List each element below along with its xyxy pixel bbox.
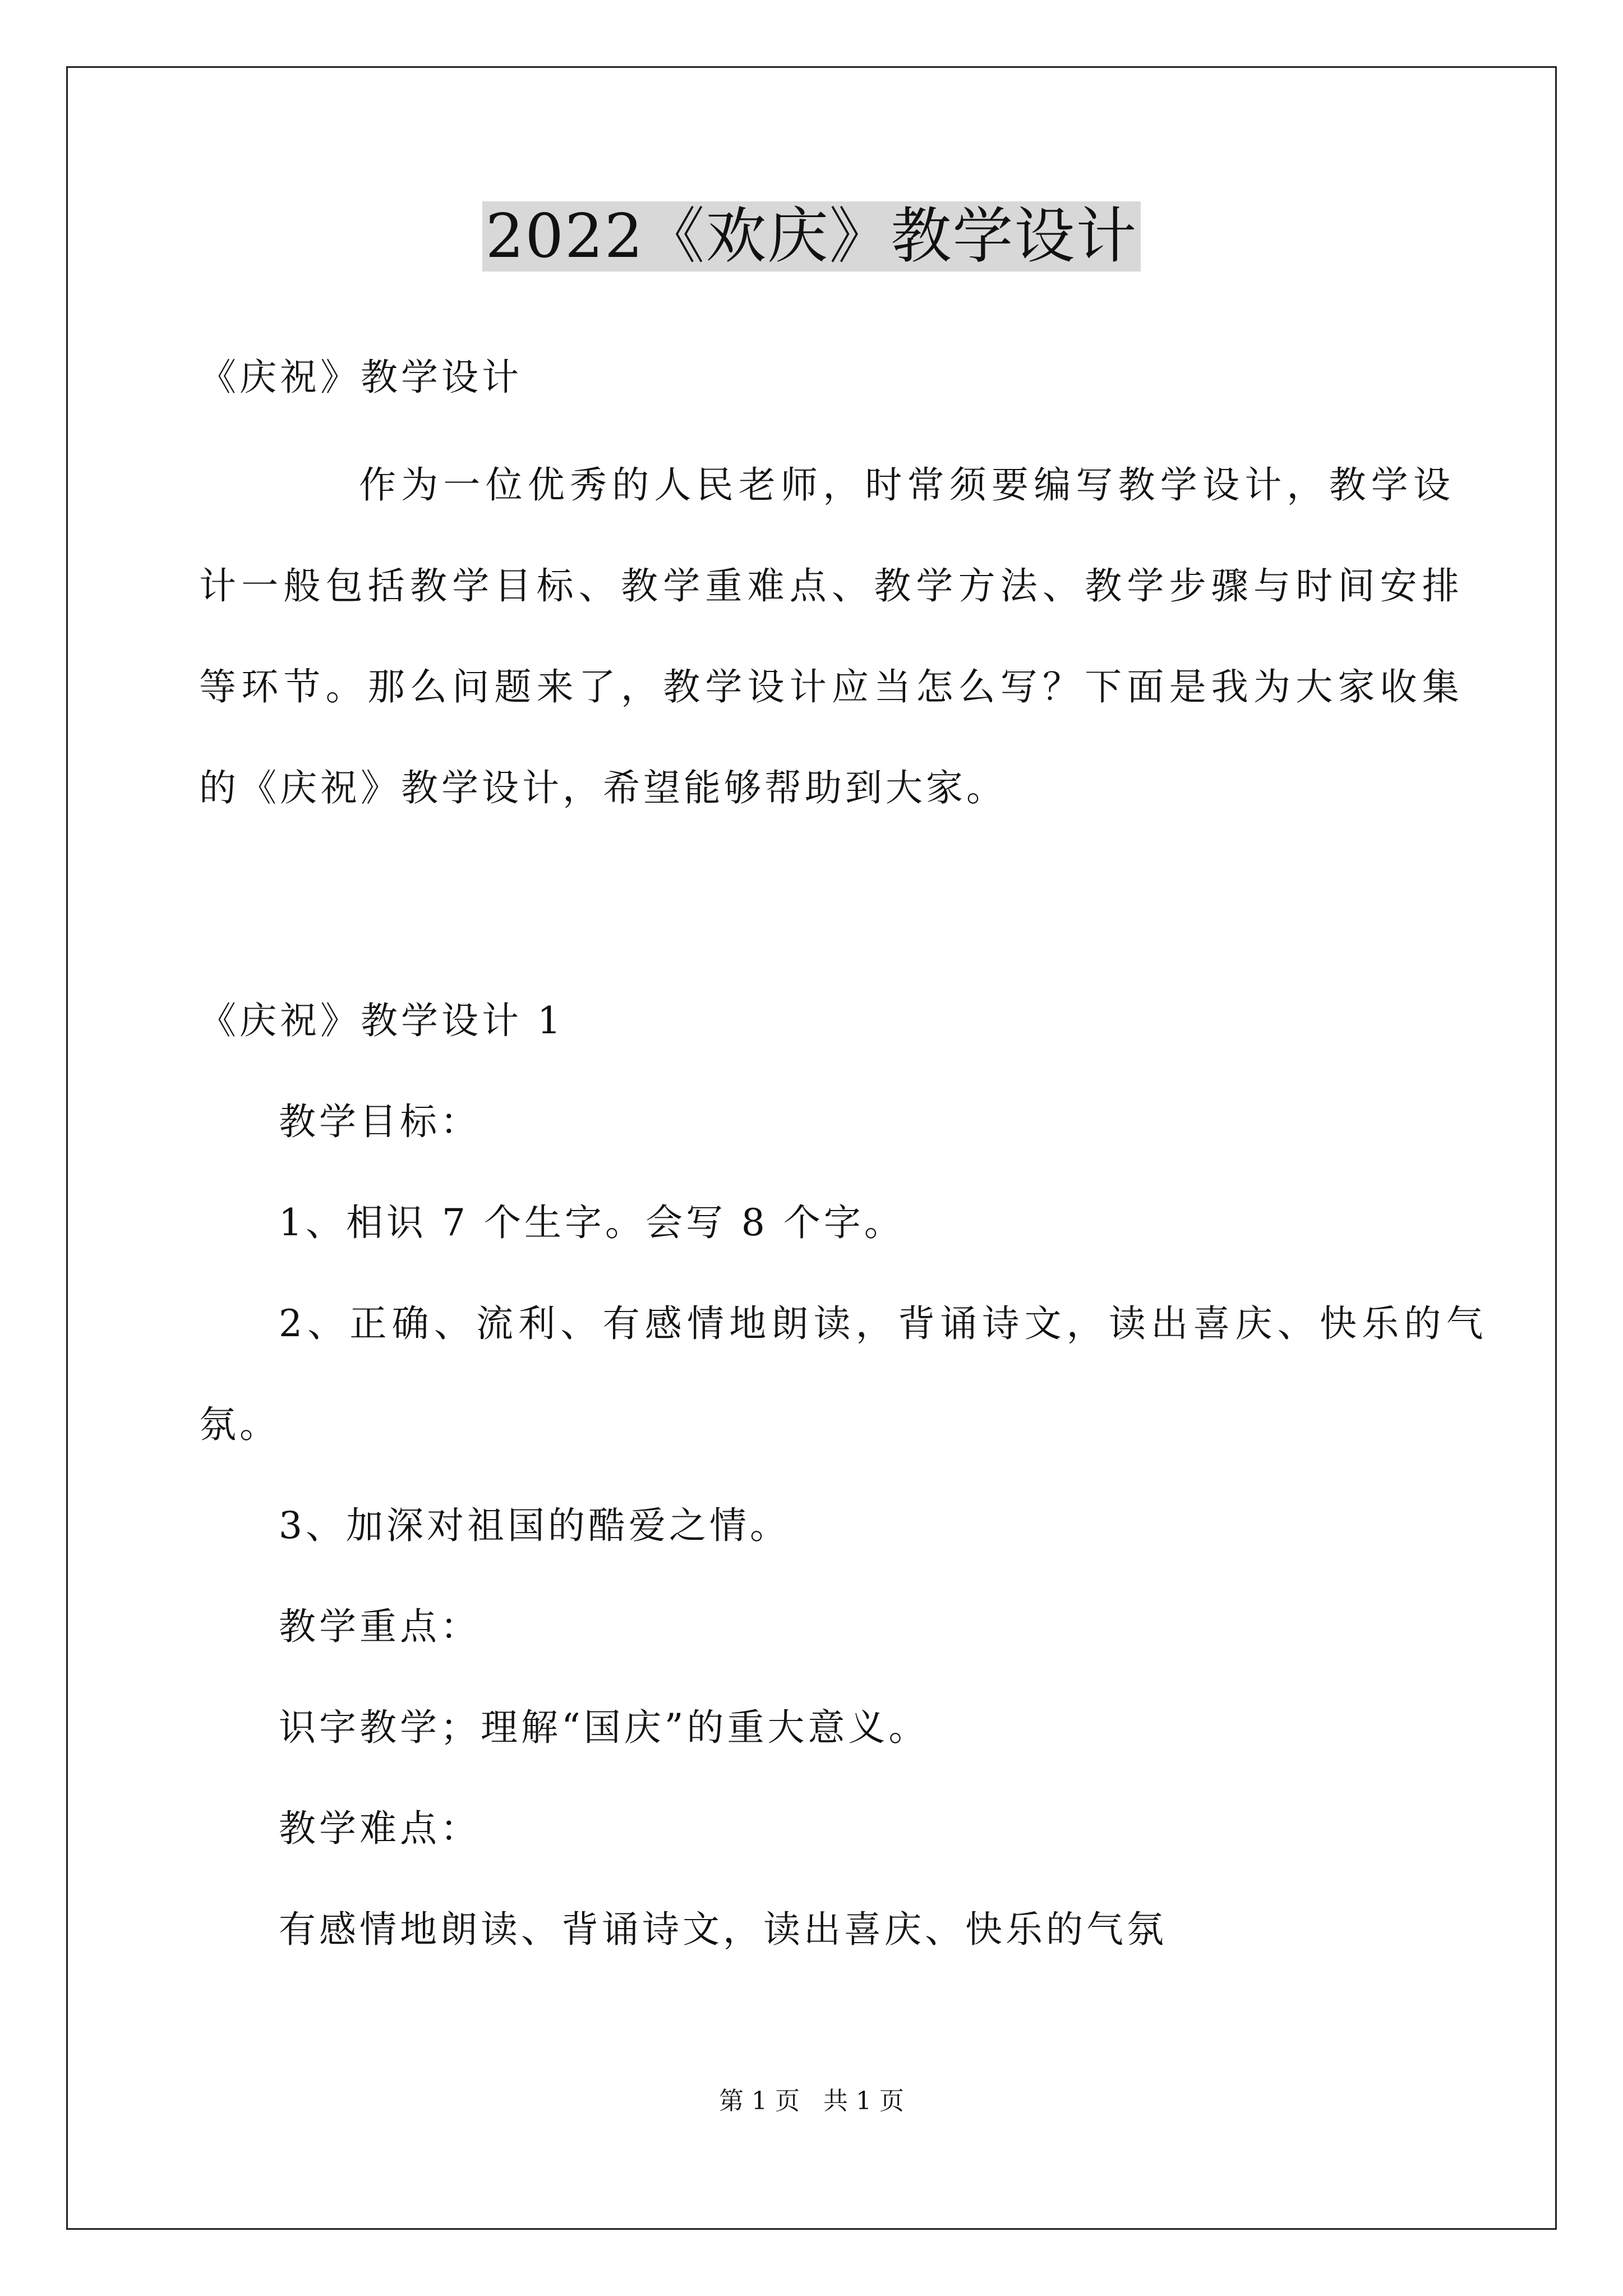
difficulty-text: 有感情地朗读、背诵诗文，读出喜庆、快乐的气氛 bbox=[279, 1908, 1167, 1951]
goal-2-line-1: 2、正确、流利、有感情地朗读，背诵诗文，读出喜庆、快乐的气 bbox=[279, 1302, 1488, 1345]
document-title-text: 2022《欢庆》教学设计 bbox=[482, 201, 1141, 272]
document-title bbox=[0, 197, 1623, 276]
goal-3: 3、加深对祖国的酷爱之情。 bbox=[279, 1504, 790, 1547]
intro-line-1: 作为一位优秀的人民老师，时常须要编写教学设计，教学设 bbox=[359, 463, 1456, 507]
intro-line-3: 等环节。那么问题来了，教学设计应当怎么写？下面是我为大家收集 bbox=[199, 665, 1464, 708]
section-title: 《庆祝》教学设计 1 bbox=[199, 999, 564, 1042]
key-text: 识字教学；理解“国庆”的重大意义。 bbox=[279, 1706, 929, 1749]
goal-2-line-2: 氛。 bbox=[199, 1403, 280, 1446]
page-footer: 第 1 页 共 1 页 bbox=[719, 2087, 904, 2115]
subtitle: 《庆祝》教学设计 bbox=[199, 356, 522, 399]
difficulty-heading: 教学难点： bbox=[279, 1807, 481, 1850]
goal-1: 1、相识 7 个生字。会写 8 个字。 bbox=[279, 1201, 905, 1244]
intro-line-2: 计一般包括教学目标、教学重难点、教学方法、教学步骤与时间安排 bbox=[199, 564, 1464, 608]
intro-line-4: 的《庆祝》教学设计，希望能够帮助到大家。 bbox=[199, 766, 1007, 809]
goals-heading: 教学目标： bbox=[279, 1100, 481, 1143]
key-heading: 教学重点： bbox=[279, 1605, 481, 1648]
